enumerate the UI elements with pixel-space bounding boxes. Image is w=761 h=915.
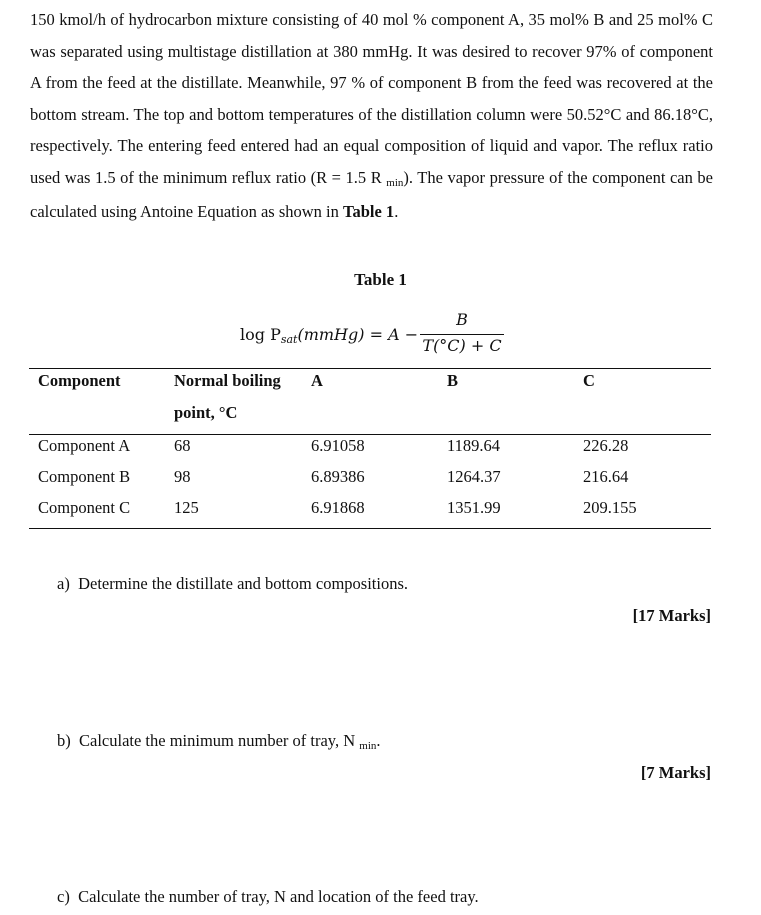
row-component: Component B [38,467,131,486]
question-a-text: Determine the distillate and bottom compositions. [78,574,409,593]
question-b-label: b) [57,731,71,750]
table-reference: Table 1 [342,202,395,221]
question-a [57,574,408,594]
question-c [57,887,479,907]
question-b [57,731,381,751]
table-top-rule [29,368,711,369]
row-b: 1189.64 [447,436,501,455]
question-c-label: c) [57,887,70,906]
row-boiling: 68 [174,436,191,455]
table-header-rule [29,434,711,435]
row-a: 6.91058 [311,436,365,455]
header-c: C [583,371,595,390]
problem-main-text: 150 kmol/h of hydrocarbon mixture consisting of 40 mol % component A, 35 mol% B and 25 mol% C was separated using multistage distillation at 380 mmHg. It was desired to recover 97% of component A from the feed at the distillate. Meanwhile, 97 % of component B from the feed was recovered at the bottom stream. The top and bottom temperatures of the distillation column were 50.52°C and 86.18°C, respectively. The entering feed entered had an equal composition of liquid and vapor. The reflux ratio used was 1.5 of the minimum reflux ratio (R = 1.5 R [30,10,713,187]
question-a-marks: [17 Marks] [632,606,711,625]
rmin-subscript: min [386,176,404,189]
row-b: 1264.37 [447,467,501,486]
row-c: 209.155 [583,498,637,517]
row-boiling: 125 [174,498,199,517]
equation-log-p: log P [240,325,281,344]
header-a: A [311,371,323,390]
equation-lhs [240,325,418,344]
header-b: B [447,371,459,390]
equation-sat-sub: sat [280,333,298,346]
table-title: Table 1 [354,270,407,289]
equation-lhs-rest: (mmHg) = A − [297,325,419,344]
problem-statement [30,4,713,228]
table-bottom-rule [29,528,711,529]
header-boiling-line2: point, °C [174,403,238,422]
row-c: 216.64 [583,467,629,486]
problem-tail-text: ). The vapor pressure of the component can be calculated using Antoine Equation as shown in [30,167,714,221]
question-b-sub: min [359,740,377,752]
question-b-marks: [7 Marks] [640,763,711,782]
header-boiling-line1: Normal boiling [174,371,281,390]
row-a: 6.91868 [311,498,365,517]
equation-denominator: T(°C) + C [422,336,502,355]
row-component: Component A [38,436,131,455]
row-c: 226.28 [583,436,629,455]
row-a: 6.89386 [311,467,365,486]
question-b-tail: . [376,731,381,750]
header-component: Component [38,371,121,390]
question-b-text: Calculate the minimum number of tray, N [79,731,356,750]
equation-numerator: B [456,310,468,329]
question-a-label: a) [57,574,70,593]
row-component: Component C [38,498,131,517]
problem-period: . [394,202,399,221]
equation-fraction [420,310,504,355]
question-c-text: Calculate the number of tray, N and location of the feed tray. [78,887,479,906]
row-b: 1351.99 [447,498,501,517]
row-boiling: 98 [174,467,191,486]
